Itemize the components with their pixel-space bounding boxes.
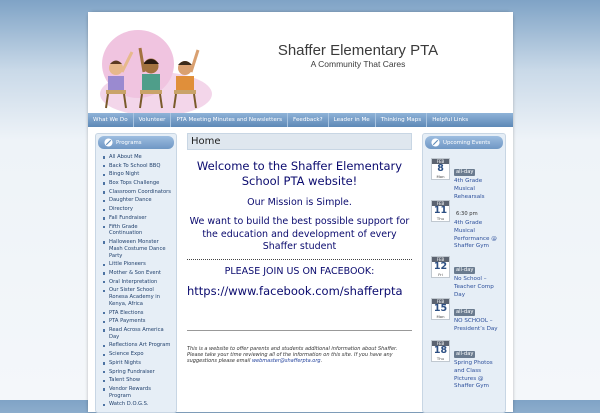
calendar-date-icon: [431, 200, 450, 222]
program-link[interactable]: All About Me: [102, 154, 172, 161]
program-link[interactable]: Read Across America Day: [102, 327, 172, 341]
program-link[interactable]: Reflections Art Program: [102, 342, 172, 349]
programs-sidebar: [95, 133, 177, 413]
footer-note-end: .: [320, 358, 323, 365]
pen-icon: [431, 138, 440, 147]
welcome-heading: Welcome to the Shaffer Elementary School PTA website!: [196, 159, 403, 188]
event-month: FEB: [432, 299, 449, 304]
events-sidebar: [422, 133, 506, 413]
main-content: [187, 133, 412, 413]
event-day: 12: [433, 261, 448, 272]
program-link[interactable]: Daughter Dance: [102, 197, 172, 204]
program-link[interactable]: Watch D.O.G.S.: [102, 401, 172, 408]
footer-note: [187, 346, 412, 365]
program-link[interactable]: Directory: [102, 206, 172, 213]
event-time-badge: all-day: [456, 169, 474, 175]
event-day: 8: [437, 163, 444, 174]
program-link[interactable]: Halloween Monster Mash Costume Dance Party: [102, 239, 172, 259]
program-link[interactable]: Talent Show: [102, 377, 172, 384]
nav-item-leader-in-me[interactable]: Leader in Me: [329, 113, 376, 127]
nav-item-thinking-maps[interactable]: Thinking Maps: [376, 113, 427, 127]
program-link[interactable]: Spring Fundraiser: [102, 369, 172, 376]
program-link[interactable]: Little Pioneers: [102, 261, 172, 268]
event-weekday: Fri: [438, 272, 443, 277]
pen-icon: [104, 138, 113, 147]
event-weekday: Thu: [436, 356, 445, 361]
horizontal-rule: [187, 330, 412, 331]
event-month: FEB: [432, 159, 449, 164]
nav-item-what-we-do[interactable]: What We Do: [88, 113, 134, 127]
event-title-link[interactable]: 4th Grade Musical Rehearsals: [454, 178, 485, 200]
program-link[interactable]: Spirit Nights: [102, 360, 172, 367]
event-month: FEB: [432, 341, 449, 346]
program-link[interactable]: Science Expo: [102, 351, 172, 358]
nav-item-volunteer[interactable]: Volunteer: [134, 113, 172, 127]
site-header: [88, 12, 513, 112]
event-time: 6:30 pm: [456, 211, 478, 217]
calendar-date-icon: [431, 340, 450, 362]
event-month: FEB: [432, 201, 449, 206]
mission-text: Our Mission is Simple.: [247, 197, 352, 208]
event-time-badge: all-day: [456, 351, 474, 357]
program-link[interactable]: Vendor Rewards Program: [102, 386, 172, 400]
nav-item-meeting-minutes[interactable]: PTA Meeting Minutes and Newsletters: [171, 113, 288, 127]
events-header: [425, 136, 503, 149]
event-weekday: Mon: [436, 314, 445, 319]
breadcrumb: Home: [187, 133, 412, 150]
event-title-link[interactable]: 4th Grade Musical Performance @ Shaffer Gym: [454, 220, 497, 250]
event-month: FEB: [432, 257, 449, 262]
event-day: 15: [433, 303, 448, 314]
event-title-link[interactable]: NO SCHOOL – President’s Day: [454, 318, 498, 332]
program-link[interactable]: Our Sister School Ronesa Academy in Kenya, Africa: [102, 287, 172, 307]
event-weekday: Thu: [436, 216, 445, 221]
calendar-date-icon: [431, 298, 450, 320]
events-title: Upcoming Events: [443, 139, 491, 146]
event-time-badge: all-day: [456, 309, 474, 315]
webmaster-email-link[interactable]: webmaster@shafferpta.org: [251, 358, 321, 365]
program-link[interactable]: Bingo Night: [102, 171, 172, 178]
dotted-divider: [187, 259, 412, 260]
main-navigation: [88, 113, 513, 127]
program-link[interactable]: PTA Payments: [102, 318, 172, 325]
children-raising-hands-logo: [94, 24, 212, 112]
program-link[interactable]: Back To School BBQ: [102, 163, 172, 170]
program-link[interactable]: PTA Elections: [102, 310, 172, 317]
program-link[interactable]: Fall Fundraiser: [102, 215, 172, 222]
programs-list: [96, 151, 176, 408]
nav-item-feedback[interactable]: Feedback?: [288, 113, 329, 127]
programs-header: [98, 136, 174, 149]
event-weekday: Mon: [436, 174, 445, 179]
facebook-link[interactable]: https://www.facebook.com/shafferpta: [187, 283, 403, 298]
facebook-join-text: PLEASE JOIN US ON FACEBOOK:: [224, 265, 375, 277]
calendar-date-icon: [431, 158, 450, 180]
calendar-date-icon: [431, 256, 450, 278]
event-title-link[interactable]: Spring Photos and Class Pictures @ Shaffer Gym: [454, 360, 493, 390]
nav-item-helpful-links[interactable]: Helpful Links: [432, 117, 469, 123]
program-link[interactable]: Oral Interpretation: [102, 279, 172, 286]
programs-title: Programs: [116, 139, 142, 146]
footer-note-text: This is a website to offer parents and students additional information about Shaffer. Please take your time reviewing all of the information on this site. If you have any suggestions please email: [187, 345, 398, 365]
event-day: 18: [433, 345, 448, 356]
program-link[interactable]: Mother & Son Event: [102, 270, 172, 277]
program-link[interactable]: Box Tops Challenge: [102, 180, 172, 187]
site-title[interactable]: Shaffer Elementary PTA: [277, 42, 439, 59]
program-link[interactable]: Fifth Grade Continuation: [102, 224, 172, 238]
page-container: [88, 12, 513, 412]
event-time-badge: all-day: [456, 267, 474, 273]
event-title-link[interactable]: No School – Teacher Comp Day: [454, 276, 494, 298]
program-link[interactable]: Classroom Coordinators: [102, 189, 172, 196]
event-day: 11: [433, 205, 448, 216]
site-tagline: A Community That Cares: [310, 59, 406, 69]
support-text: We want to build the best possible support for the education and development of every Shaffer student: [189, 216, 410, 252]
